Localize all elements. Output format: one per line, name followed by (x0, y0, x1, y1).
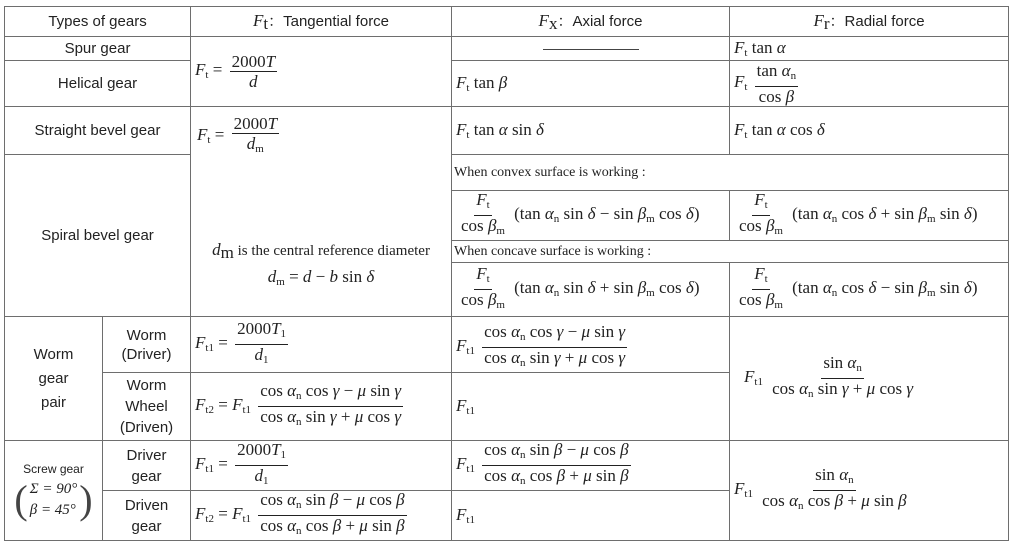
label-worm-driver: Worm (Driver) (103, 317, 191, 373)
screw-driver-ft: $F_{t1}$ = $\frac{2000T_1}{d_1}$ (191, 441, 452, 491)
gear-force-table-container (4, 6, 1008, 537)
helical-fr-fraction: $\frac{\tan \alpha_n}{\text{cos β}}$ (756, 61, 797, 106)
bevel-ft: $F_t$ = $\frac{2000T}{d_m}$ $d_m$ is the central reference diameter $d_m = d - b$ sin δ (191, 107, 452, 317)
header-ft-sub: t (263, 13, 269, 33)
helical-fr: $F_t$ $\frac{\tan \alpha_n}{\text{cos β}}$ (730, 61, 1009, 107)
screw-gear-name: Screw gear (23, 461, 84, 476)
cylindrical-ft-den: d (249, 72, 258, 91)
screw-driven-fx: $F_{t1}$ (452, 491, 730, 541)
cylindrical-ft: $F_t$ = $\frac{2000T}{d}$ (191, 37, 452, 107)
straight-fx: $F_t$ tan α sin δ (452, 107, 730, 155)
header-fx-sub: x (548, 13, 558, 33)
header-ft (191, 7, 452, 37)
header-fx (452, 7, 730, 37)
label-screw-driver: Driver gear (103, 441, 191, 491)
label-spur: Spur gear (5, 37, 191, 61)
screw-fx: $F_{t1}$ $\frac{\cos \alpha_n \sin \beta - \mu \cos \beta}{\cos \alpha_n \cos \beta + \mu \sin \beta}$ (452, 441, 730, 491)
header-fr-sub: r (823, 13, 830, 33)
header-fx-symbol: F (538, 10, 549, 30)
concave-fr: $\frac{F_t}{\cos \beta_m}$ (tan $\alpha_n$ $\cos \delta - \sin \beta_m$ sin δ) (730, 263, 1009, 317)
concave-fx: $\frac{F_t}{\cos \beta_m}$ (tan $\alpha_n$ $\sin \delta + \sin \beta_m$ cos δ) (452, 263, 730, 317)
bevel-dm-note: $d_m$ is the central reference diameter (212, 240, 430, 262)
spur-fx (452, 37, 730, 61)
screw-sigma: Σ = 90° (29, 480, 78, 497)
convex-note: When convex surface is working : (452, 155, 1009, 191)
cylindrical-ft-fraction (230, 53, 277, 90)
gear-force-table (4, 6, 1009, 541)
row-helical (5, 61, 1009, 107)
row-spur (5, 37, 1009, 61)
label-screw-driven: Driven gear (103, 491, 191, 541)
header-ft-symbol: F (253, 10, 264, 30)
convex-fx: $\frac{F_t}{\cos \beta_m}$ (tan $\alpha_n$ $\sin \delta - \sin \beta_m$ cos δ) (452, 191, 730, 241)
header-fr (730, 7, 1009, 37)
header-row (5, 7, 1009, 37)
spur-fr: $F_t$ tan α (730, 37, 1009, 61)
screw-beta: β = 45° (29, 501, 76, 518)
worm-driver-ft: $F_{t1}$ = $\frac{2000T_1}{d_1}$ (191, 317, 452, 373)
label-straight-bevel: Straight bevel gear (5, 107, 191, 155)
spur-fx-dash (543, 49, 639, 50)
row-spiral-convex-note (5, 155, 1009, 191)
row-screw-driver (5, 441, 1009, 491)
row-worm-driver (5, 317, 1009, 373)
cylindrical-ft-num: 2000T (231, 52, 276, 71)
header-fx-label: ：Axial force (557, 12, 643, 30)
worm-wheel-fx: $F_{t1}$ (452, 373, 730, 441)
helical-fx: $F_t$ tan β (452, 61, 730, 107)
screw-driven-ft: $F_{t2} = F_{t1}$ $\frac{\cos \alpha_n \sin \beta - \mu \cos \beta}{\cos \alpha_n \cos \beta + \mu \sin \beta}$ (191, 491, 452, 541)
header-fr-label: ：Radial force (829, 12, 925, 30)
row-straight-bevel (5, 107, 1009, 155)
label-worm-pair: Worm gear pair (5, 317, 103, 441)
worm-fr: $F_{t1}$ $\frac{\sin \alpha_n}{\cos \alpha_n \sin \gamma + \mu \cos \gamma}$ (730, 317, 1009, 441)
concave-note: When concave surface is working : (452, 241, 1009, 263)
label-screw-gear: Screw gear ( Σ = 90° β = 45° ) (5, 441, 103, 541)
label-worm-wheel: Worm Wheel (Driven) (103, 373, 191, 441)
convex-fr: $\frac{F_t}{\cos \beta_m}$ (tan $\alpha_n$ $\cos \delta + \sin \beta_m$ sin δ) (730, 191, 1009, 241)
worm-wheel-ft: $F_{t2} = F_{t1}$ $\frac{\cos \alpha_n \cos \gamma - \mu \sin \gamma}{\cos \alpha_n \sin \gamma + \mu \cos \gamma}$ (191, 373, 452, 441)
bevel-ft-fraction: $\frac{2000T}{d_m}$ (233, 114, 278, 155)
screw-fr: $F_{t1}$ $\frac{\sin \alpha_n}{\cos \alpha_n \cos \beta + \mu \sin \beta}$ (730, 441, 1009, 541)
bevel-dm-formula: $d_m = d - b$ sin δ (267, 267, 375, 288)
header-fr-symbol: F (813, 10, 824, 30)
header-ft-label: ：Tangential force (268, 12, 390, 30)
worm-fx: $F_{t1}$ $\frac{\cos \alpha_n \cos \gamma - \mu \sin \gamma}{\cos \alpha_n \sin \gamma + \mu \cos \gamma}$ (452, 317, 730, 373)
header-types: Types of gears (5, 7, 191, 37)
label-spiral-bevel: Spiral bevel gear (5, 155, 191, 317)
straight-fr: $F_t$ tan α cos δ (730, 107, 1009, 155)
label-helical: Helical gear (5, 61, 191, 107)
